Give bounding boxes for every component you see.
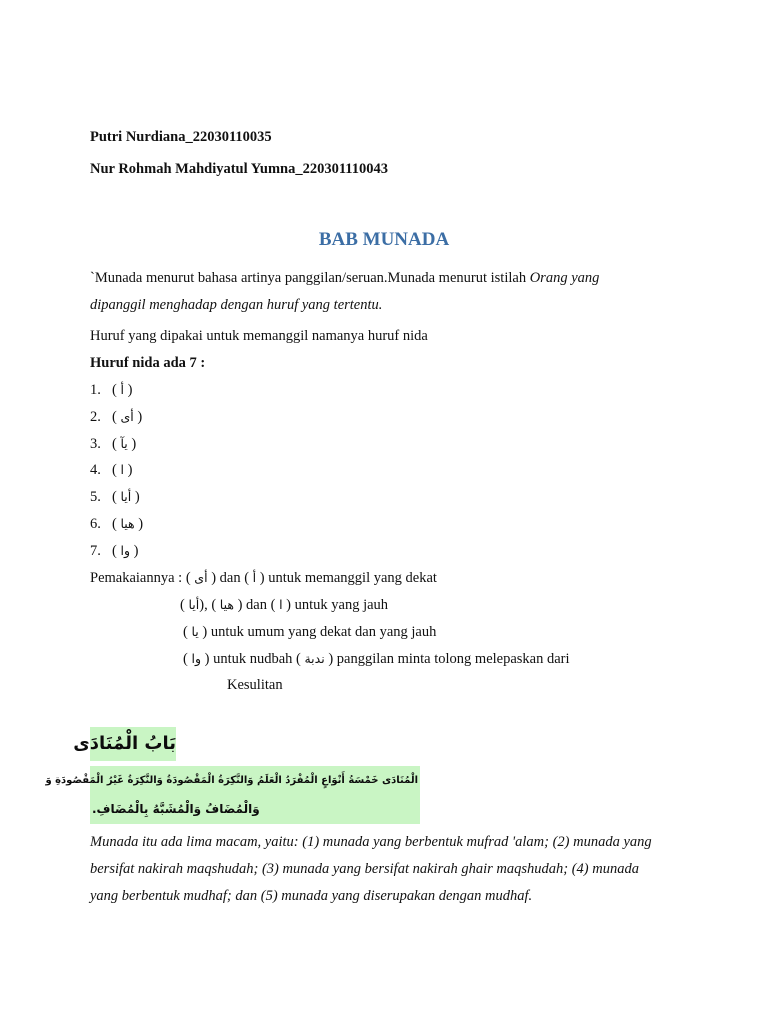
usage-line-4: ( وا ) untuk nudbah ( ندبة ) panggilan minta tolong melepaskan dari [183,651,570,667]
usage-line-3: ( يا ) untuk umum yang dekat dan yang jauh [183,624,437,640]
arabic-letter: وا [120,543,130,558]
list-item: 3. ( يآ ) [90,436,137,452]
intro-line-1 [90,270,599,287]
list-item: 4. ( ا ) [90,462,133,478]
translation-line-2: bersifat nakirah maqshudah; (3) munada yang bersifat nakirah ghair maqshudah; (4) munada [90,861,639,877]
arabic-letter: ا [120,462,124,477]
intro-line-2: dipanggil menghadap dengan huruf yang tertentu. [90,297,383,313]
list-item: 1. ( أ ) [90,382,133,398]
arabic-text-line-1: الْمُنَادَى خَمْسَةُ أَنْوَاعٍ الْمُفْرَدُ الْعَلَمُ وَالنَّكِرَةُ الْمَقْصُودَةُ وَالنَّكِرَةُ غَيْرُ الْمَقْصُودَةِ وَ [45,775,418,786]
arabic-letter: يآ [120,436,128,451]
list-item: 7. ( وا ) [90,543,139,559]
author-2: Nur Rohmah Mahdiyatul Yumna_220301110043 [90,161,388,177]
list-item: 5. ( أيا ) [90,489,140,505]
intro-italic-1: Orang yang [529,270,600,286]
usage-line-5: Kesulitan [227,677,283,693]
arabic-text-line-2: وَالْمُضَافُ وَالْمُشَبَّهُ بِالْمُضَافِ. [92,802,260,816]
usage-line-2: ( أيا), ( هيا ) dan ( ا ) untuk yang jauh [180,597,389,613]
arabic-letter: هيا [120,516,135,531]
nida-heading: Huruf nida ada 7 : [90,355,206,371]
author-1: Putri Nurdiana_22030110035 [90,129,272,145]
translation-line-3: yang berbentuk mudhaf; dan (5) munada yang diserupakan dengan mudhaf. [90,888,533,904]
arabic-letter: أيا [120,489,132,504]
translation-line-1: Munada itu ada lima macam, yaitu: (1) munada yang berbentuk mufrad 'alam; (2) munada yang [90,834,652,850]
huruf-line: Huruf yang dipakai untuk memanggil namanya huruf nida [90,328,428,344]
usage-line-1: Pemakaiannya : ( أى ) dan ( أ ) untuk memanggil yang dekat [90,570,437,586]
list-item: 2. ( أى ) [90,409,143,425]
arabic-heading: بَابُ الْمُنَادَى [73,733,176,754]
arabic-letter: أ [120,382,124,397]
list-item: 6. ( هيا ) [90,516,144,532]
page-title: BAB MUNADA [318,229,450,250]
arabic-letter: أى [120,409,134,424]
intro-text: `Munada menurut bahasa artinya panggilan/seruan.Munada menurut istilah [90,270,530,286]
